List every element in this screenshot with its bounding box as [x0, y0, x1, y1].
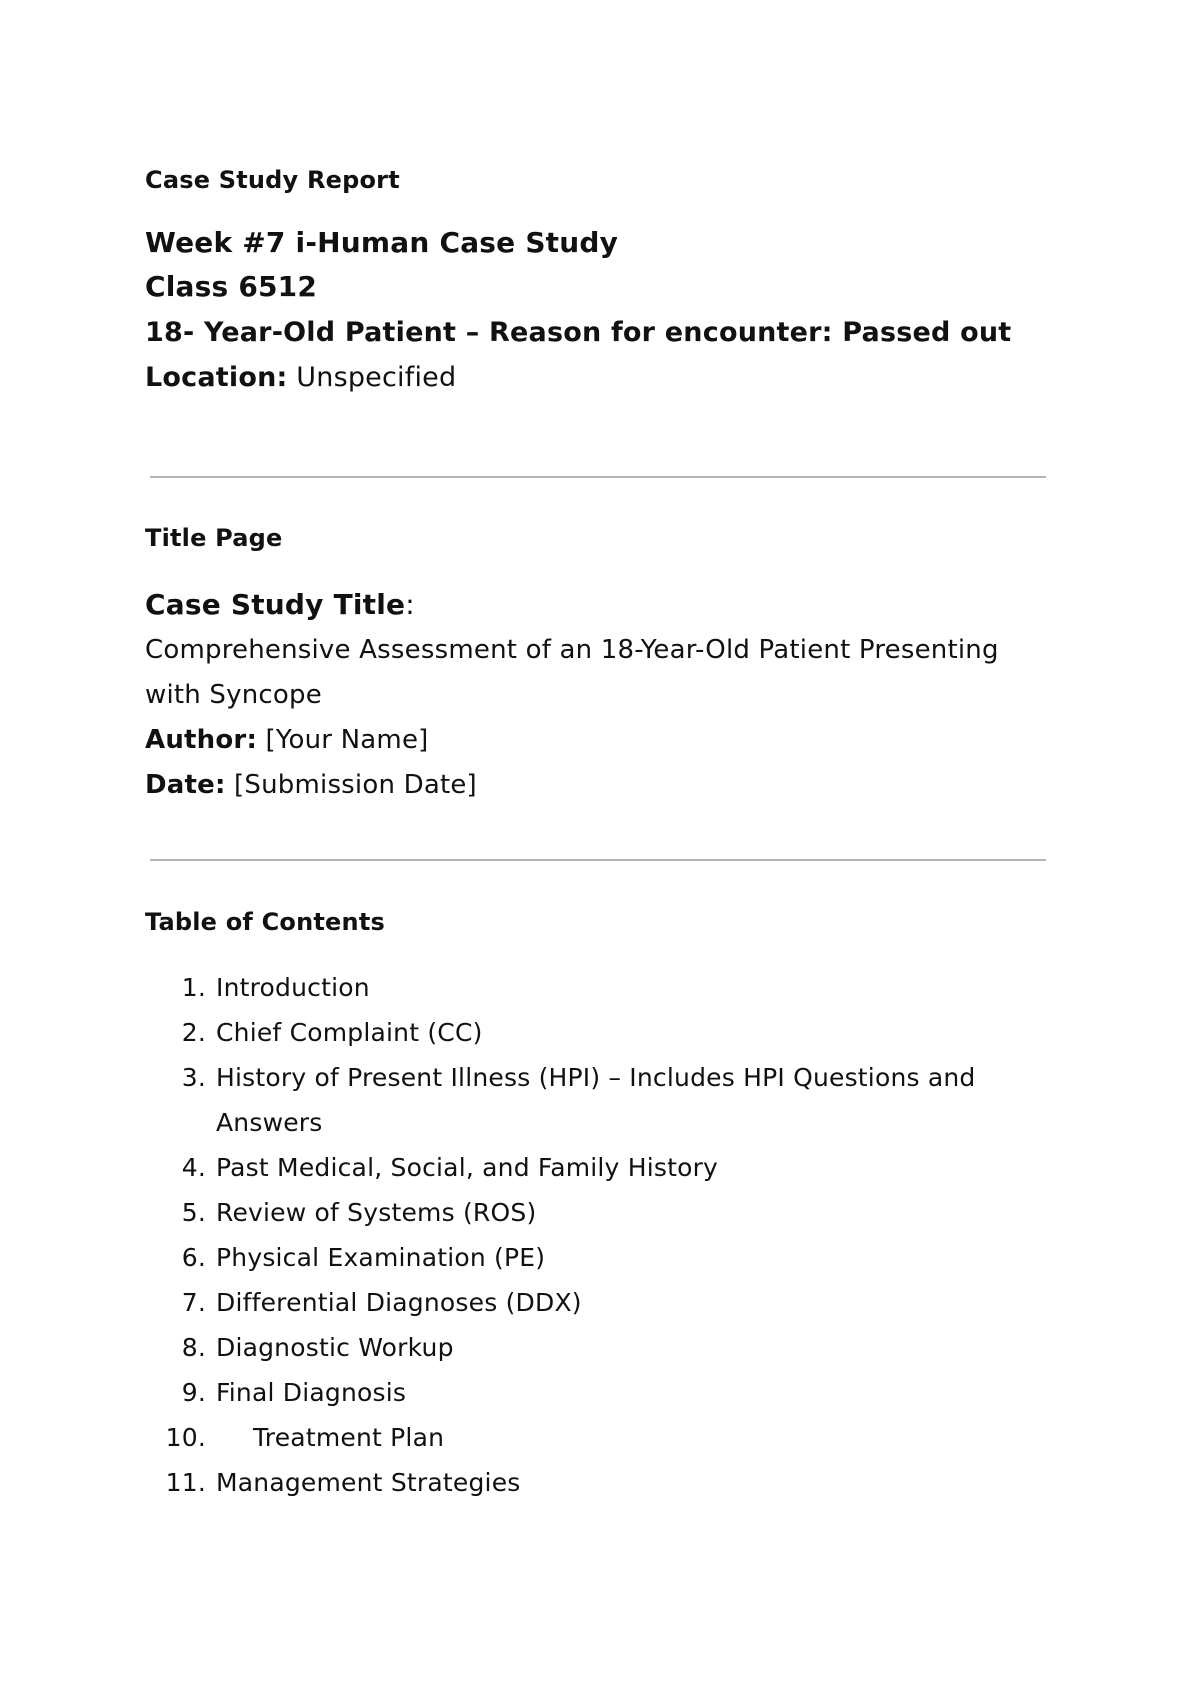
toc-item-text: Past Medical, Social, and Family History — [216, 1153, 719, 1182]
toc-item-text: Treatment Plan — [253, 1423, 445, 1452]
case-title-text-line2: with Syncope — [145, 680, 322, 710]
toc-heading: Table of Contents — [145, 908, 385, 936]
toc-item-number: 3. — [181, 1063, 206, 1092]
toc-item-number: 10. — [165, 1423, 206, 1452]
location-label: Location: — [145, 362, 288, 393]
toc-item-text: Chief Complaint (CC) — [216, 1018, 483, 1047]
toc-item-text: Review of Systems (ROS) — [216, 1198, 537, 1227]
date-value: [Submission Date] — [225, 770, 477, 800]
case-title-colon: : — [405, 588, 415, 621]
toc-item-number: 4. — [181, 1153, 206, 1182]
toc-item-number: 5. — [181, 1198, 206, 1227]
toc-item-number: 7. — [181, 1288, 206, 1317]
patient-line: 18- Year-Old Patient – Reason for encounter: Passed out — [145, 317, 1012, 348]
title-page-heading: Title Page — [145, 524, 283, 552]
class-label: Class 6512 — [145, 270, 318, 303]
toc-item-text: Introduction — [216, 973, 370, 1002]
toc-item-number: 9. — [181, 1378, 206, 1407]
toc-item-number: 8. — [181, 1333, 206, 1362]
case-title-text-line1: Comprehensive Assessment of an 18-Year-Old Patient Presenting — [145, 635, 999, 665]
location-value: Unspecified — [287, 362, 457, 393]
toc-item-text: Physical Examination (PE) — [216, 1243, 546, 1272]
toc-item-text-continuation: Answers — [216, 1108, 323, 1137]
week-title: Week #7 i-Human Case Study — [145, 226, 619, 259]
toc-item-number: 2. — [181, 1018, 206, 1047]
author-label: Author: — [145, 725, 258, 755]
report-label: Case Study Report — [145, 166, 400, 194]
toc-item-number: 1. — [181, 973, 206, 1002]
toc-item-number: 6. — [181, 1243, 206, 1272]
toc-item-text: Management Strategies — [216, 1468, 521, 1497]
toc-item-text: Final Diagnosis — [216, 1378, 407, 1407]
toc-item-text: History of Present Illness (HPI) – Includes HPI Questions and — [216, 1063, 976, 1092]
case-title-label: Case Study Title — [145, 588, 406, 621]
author-value: [Your Name] — [257, 725, 429, 755]
toc-item-text: Diagnostic Workup — [216, 1333, 454, 1362]
toc-item-text: Differential Diagnoses (DDX) — [216, 1288, 582, 1317]
toc-item-number: 11. — [165, 1468, 206, 1497]
date-label: Date: — [145, 770, 226, 800]
